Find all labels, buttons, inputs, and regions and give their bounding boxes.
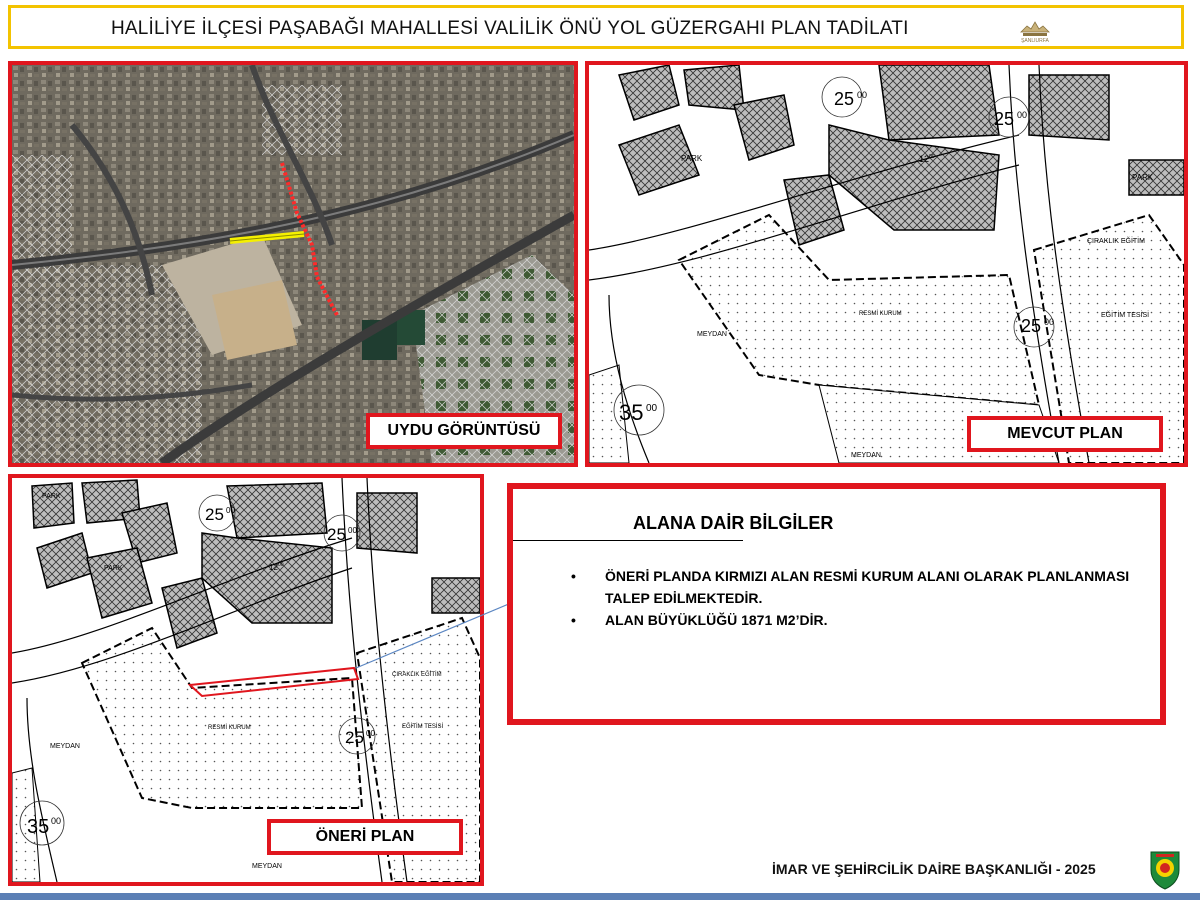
resmi-kurum-label: RESMİ KURUM <box>859 311 902 317</box>
road-width-label-sup: 00 <box>226 506 235 515</box>
road-width-label-sup: 00 <box>929 154 935 160</box>
road-width-label-sup: 00 <box>278 562 284 568</box>
road-width-label: 25 <box>834 89 855 109</box>
road-width-label: 12 <box>919 154 930 164</box>
road-width-label-sup: 00 <box>348 526 357 535</box>
proposed-plan-label: ÖNERİ PLAN <box>267 819 463 855</box>
egitim-label: EĞİTİM TESİSİ <box>402 724 444 730</box>
road-width-label: 12 <box>269 563 278 572</box>
info-item: • ALAN BÜYÜKLÜĞÜ 1871 M2’DİR. <box>571 609 1131 631</box>
current-plan-label: MEVCUT PLAN <box>967 416 1163 452</box>
meydan-label: MEYDAN <box>697 331 727 338</box>
svg-text:ŞANLIURFA: ŞANLIURFA <box>1021 38 1049 44</box>
road-width-label: 25 <box>205 505 224 524</box>
info-item: • ÖNERİ PLANDA KIRMIZI ALAN RESMİ KURUM ALANI OLARAK PLANLANMASI TALEP EDİLMEKTEDİR. <box>571 565 1131 609</box>
park-label: PARK <box>681 154 703 163</box>
info-list <box>571 565 1131 631</box>
meydan-label: MEYDAN <box>252 863 282 870</box>
meydan-label: MEYDAN <box>851 452 881 459</box>
road-width-label: 25 <box>994 109 1015 129</box>
park-label: PARK <box>1132 173 1154 182</box>
info-box <box>507 483 1166 725</box>
road-width-label-sup: 00 <box>51 816 62 826</box>
footer-text: İMAR VE ŞEHİRCİLİK DAİRE BAŞKANLIĞI - 2025 <box>772 861 1096 877</box>
road-width-label: 35 <box>27 816 50 838</box>
egitim-label: EĞİTİM TESİSİ <box>1101 312 1150 319</box>
ciraklik-label: ÇIRAKLIK EĞİTİM <box>392 672 442 678</box>
road-width-label-sup: 00 <box>857 90 868 100</box>
road-width-label-sup: 00 <box>646 403 658 414</box>
road-width-label-sup: 00 <box>1044 317 1055 327</box>
park-label: PARK <box>104 565 123 572</box>
road-width-label: 35 <box>619 400 644 425</box>
info-title: ALANA DAİR BİLGİLER <box>633 513 834 533</box>
park-label: PARK <box>42 493 61 500</box>
ciraklik-label: ÇIRAKLIK EĞİTİM <box>1087 238 1145 245</box>
road-width-label-sup: 00 <box>1017 110 1028 120</box>
resmi-kurum-label: RESMİ KURUM <box>208 725 251 731</box>
satellite-label: UYDU GÖRÜNTÜSÜ <box>366 413 562 449</box>
page-title: HALİLİYE İLÇESİ PAŞABAĞI MAHALLESİ VALİLİK ÖNÜ YOL GÜZERGAHI PLAN TADİLATI <box>111 18 909 39</box>
road-width-label: 25 <box>1021 316 1042 336</box>
info-title-underline <box>513 540 743 541</box>
road-width-label: 25 <box>345 728 364 747</box>
road-width-label: 25 <box>327 525 346 544</box>
meydan-label: MEYDAN <box>50 743 80 750</box>
municipality-emblem-icon <box>1148 848 1182 890</box>
bottom-strip <box>0 893 1200 900</box>
road-width-label-sup: 00 <box>366 729 375 738</box>
